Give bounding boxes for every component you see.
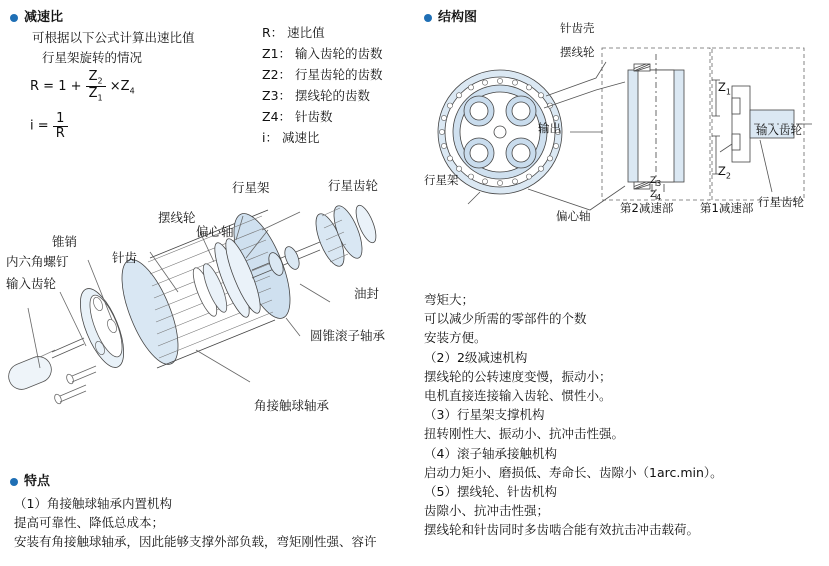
legend-item-z4: Z4： 针齿数 xyxy=(262,109,333,124)
label-pin-teeth: 针齿 xyxy=(112,250,138,265)
ratio-legend xyxy=(262,22,383,148)
feature-r-line-7: （3）行星架支撑机构 xyxy=(424,407,545,423)
label-planet-carrier-exploded: 行星架 xyxy=(232,180,270,195)
bullet-icon xyxy=(10,478,18,486)
feature-r-line-8: 扭转刚性大、振动小、抗冲击性强。 xyxy=(424,426,625,442)
label-input-gear-exploded: 输入齿轮 xyxy=(6,276,57,291)
label-oil-seal: 油封 xyxy=(354,286,380,301)
feature-r-line-11: （5）摆线轮、针齿机构 xyxy=(424,484,557,500)
frac-den-z: Z xyxy=(88,85,98,101)
feature-r-line-12: 齿隙小、抗冲击性强； xyxy=(424,503,550,519)
label-z3: Z3 xyxy=(650,176,662,188)
label-cycloid-wheel: 摆线轮 xyxy=(560,45,595,59)
formula-mult-sub: 4 xyxy=(129,86,135,96)
label-output: 输出 xyxy=(538,121,561,135)
feature-r-line-9: （4）滚子轴承接触机构 xyxy=(424,445,557,461)
formula-i-fraction xyxy=(53,112,68,140)
formula-i-prefix: i = xyxy=(30,118,49,134)
feature-r-line-5: 摆线轮的公转速度变慢，振动小； xyxy=(424,368,612,384)
label-z4: Z4 xyxy=(650,190,662,202)
feature-r-line-4: （2）2级减速机构 xyxy=(424,349,528,365)
formula-fraction xyxy=(86,70,106,103)
legend-item-z2: Z2： 行星齿轮的齿数 xyxy=(262,67,383,82)
label-eccentric-shaft-exploded: 偏心轴 xyxy=(196,224,234,239)
frac-den-sub: 1 xyxy=(97,93,103,103)
legend-item-z1: Z1： 输入齿轮的齿数 xyxy=(262,46,383,61)
feature-r-line-10: 启动力矩小、磨损低、寿命长、齿隙小（1arc.min）。 xyxy=(424,464,723,480)
label-eccentric-shaft: 偏心轴 xyxy=(556,209,591,223)
label-z1: $Z_1$ xyxy=(718,80,731,97)
feature-line-2: 提高可靠性、降低总成本； xyxy=(14,515,165,530)
formula-r-prefix: R = 1 + xyxy=(30,78,82,94)
legend-item-r: R： 速比值 xyxy=(262,25,325,40)
frac-i-num: 1 xyxy=(53,112,68,127)
formula-r xyxy=(30,70,135,103)
label-planet-gear-exploded: 行星齿轮 xyxy=(328,178,379,193)
frac-num-z: Z xyxy=(88,69,98,84)
label-taper-pin: 锥销 xyxy=(52,234,78,249)
frac-num-sub: 2 xyxy=(97,76,103,86)
section-structure-title: 结构图 xyxy=(424,6,477,25)
legend-item-i: i： 减速比 xyxy=(262,130,320,145)
formula-i xyxy=(30,112,68,140)
label-taper-roller-bearing: 圆锥滚子轴承 xyxy=(310,328,386,343)
feature-r-line-6: 电机直接连接输入齿轮、惯性小。 xyxy=(424,388,612,404)
formula-mult: ×Z xyxy=(109,78,130,94)
bullet-icon xyxy=(424,14,432,22)
label-angular-contact-ball-bearing: 角接触球轴承 xyxy=(254,398,330,413)
features-left-column xyxy=(14,494,414,551)
section-ratio-title: 减速比 xyxy=(10,6,63,25)
label-stage1: 第1减速部 xyxy=(700,201,754,215)
label-planet-carrier: 行星架 xyxy=(424,173,459,187)
ratio-line1: 可根据以下公式计算出速比值 xyxy=(32,30,195,45)
bullet-icon xyxy=(10,14,18,22)
label-hex-socket-screw: 内六角螺钉 xyxy=(6,254,69,269)
frac-i-den: R xyxy=(55,125,65,141)
ratio-line2: 行星架旋转的情况 xyxy=(42,50,143,65)
feature-line-3: 安装有角接触球轴承，因此能够支撑外部负载，弯矩刚性强、容许 xyxy=(14,534,377,549)
label-input-gear: 输入齿轮 xyxy=(756,123,802,137)
section-features-title: 特点 xyxy=(10,470,50,489)
legend-item-z3: Z3： 摆线轮的齿数 xyxy=(262,88,370,103)
label-z2: $Z_2$ xyxy=(718,164,731,181)
label-needle-housing: 针齿壳 xyxy=(560,21,595,35)
label-stage2: 第2减速部 xyxy=(620,201,674,215)
feature-r-line-3: 安装方便。 xyxy=(424,330,487,346)
feature-r-line-1: 弯矩大； xyxy=(424,292,475,307)
features-right-column xyxy=(424,290,824,540)
label-planet-gear: 行星齿轮 xyxy=(758,195,804,209)
feature-r-line-13: 摆线轮和针齿同时多齿啮合能有效抗击冲击载荷。 xyxy=(424,522,700,538)
feature-r-line-2: 可以减少所需的零部件的个数 xyxy=(424,311,587,327)
label-cycloid-wheel-exploded: 摆线轮 xyxy=(158,210,196,225)
feature-line-1: （1）角接触球轴承内置机构 xyxy=(14,496,172,511)
